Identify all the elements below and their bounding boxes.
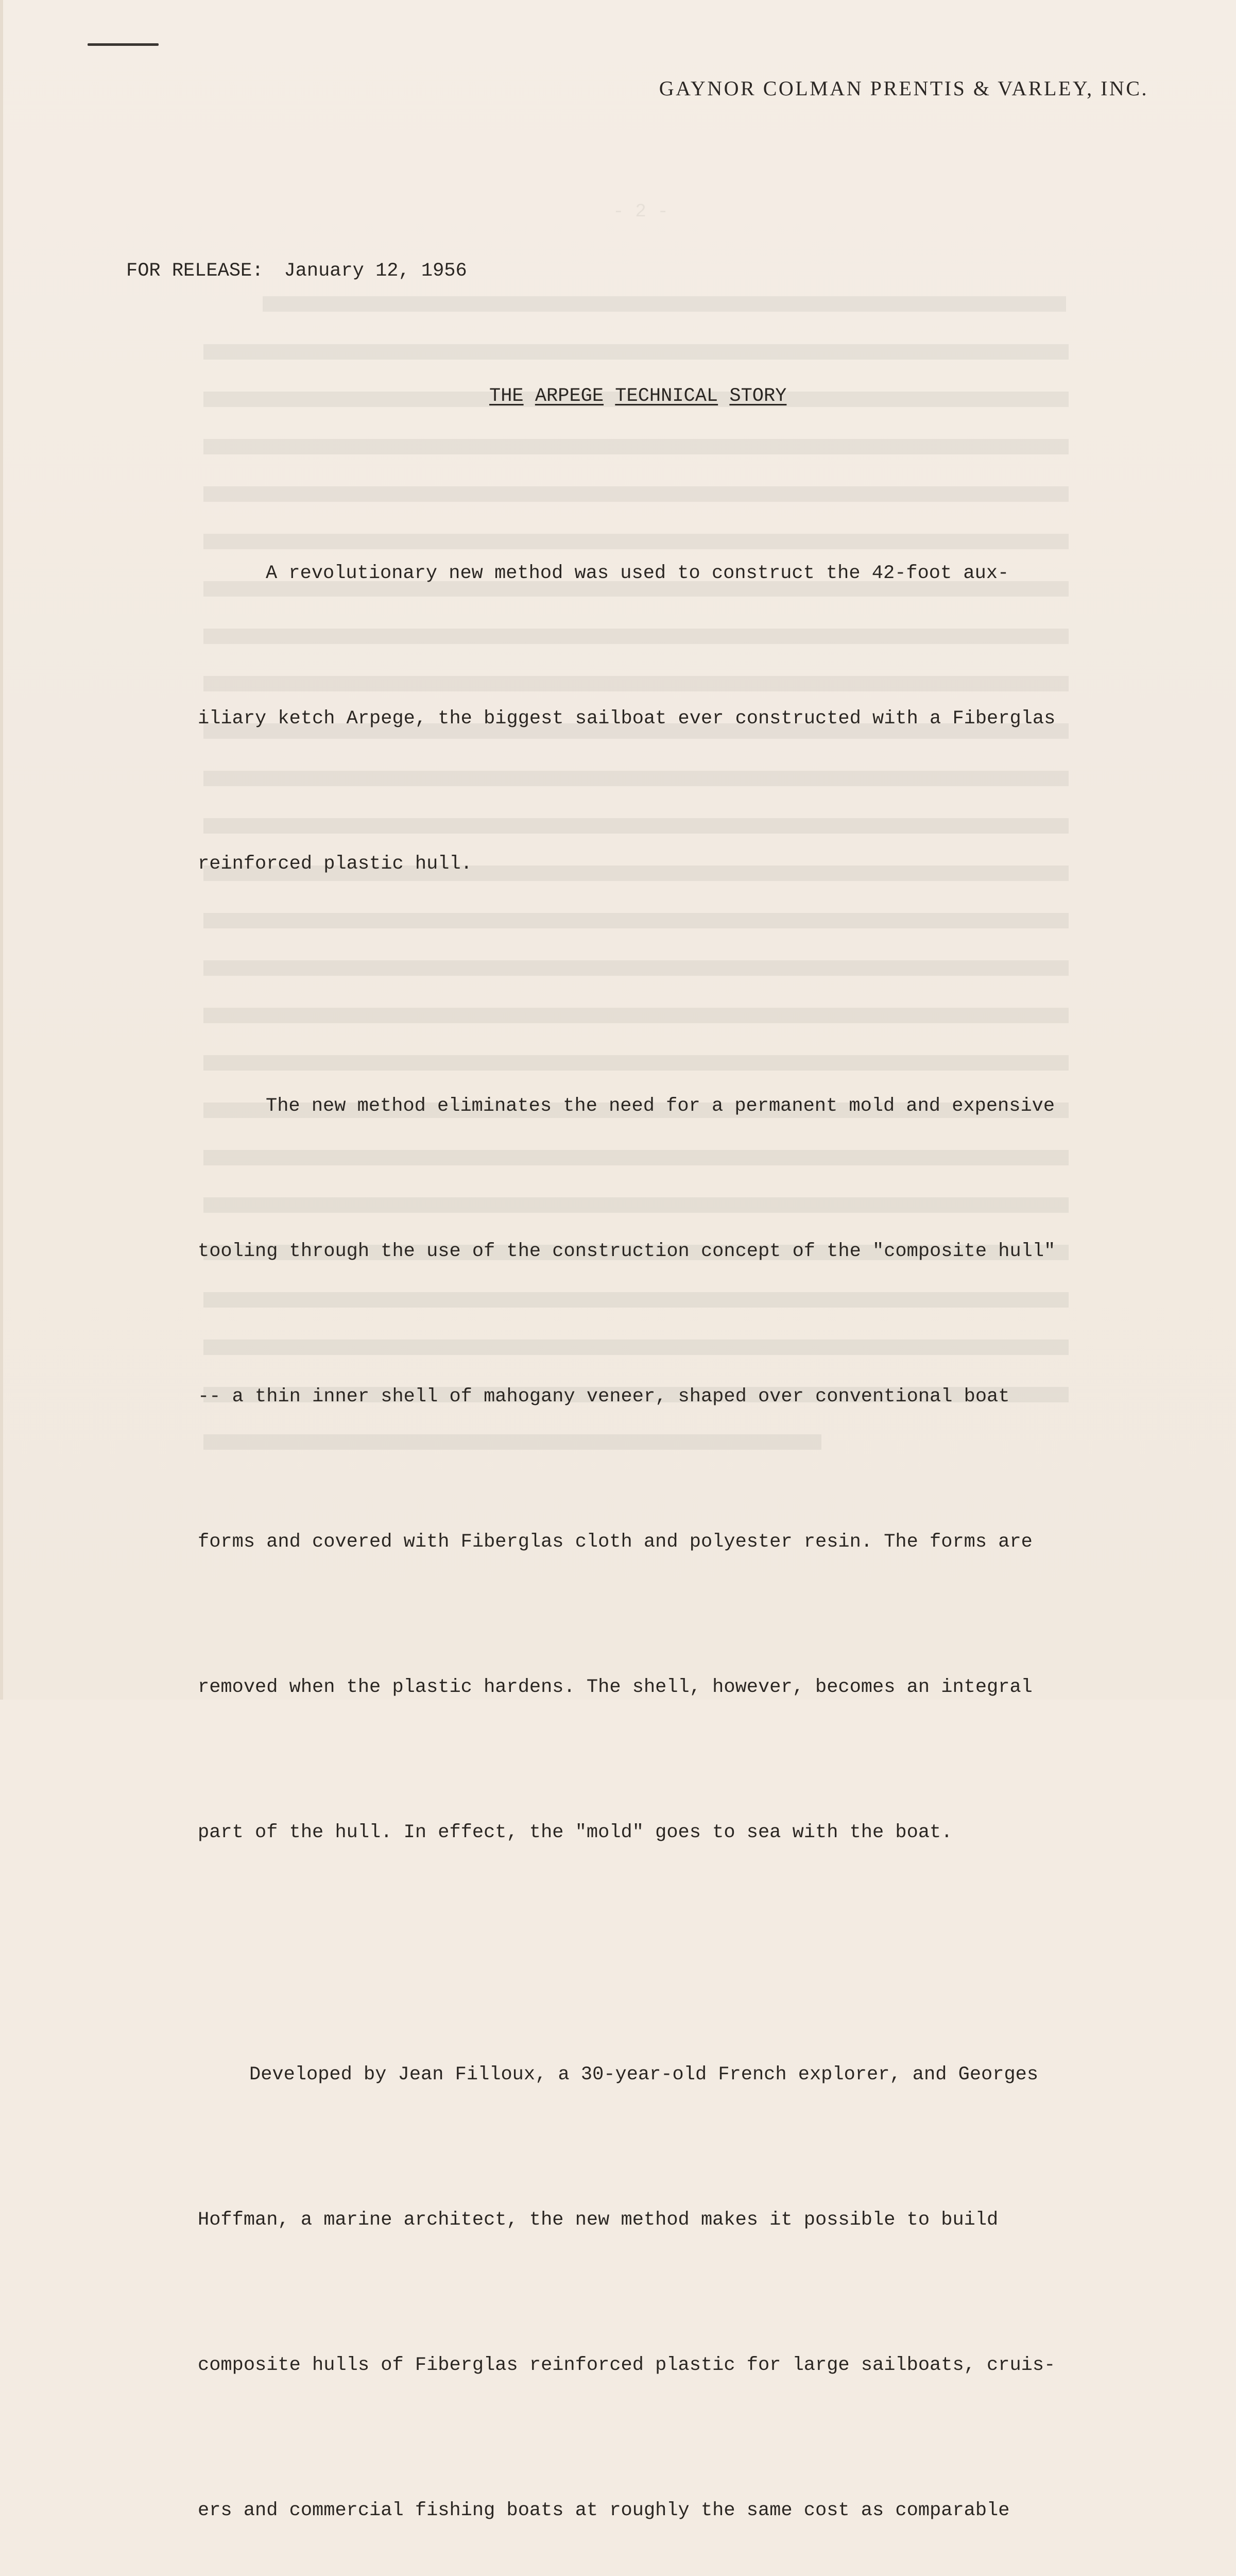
paper-edge [0, 0, 3, 1700]
text-line: Developed by Jean Filloux, a 30-year-old French explorer, and Georges [249, 2064, 1039, 2086]
text-line: removed when the plastic hardens. The shell, however, becomes an integral [198, 1676, 1033, 1698]
release-date: January 12, 1956 [284, 260, 467, 282]
paragraph-2 [198, 985, 1120, 1954]
title-word: STORY [729, 385, 787, 407]
text-line: Hoffman, a marine architect, the new method makes it possible to build [198, 2209, 999, 2231]
letterhead: GAYNOR COLMAN PRENTIS & VARLEY, INC. [659, 77, 1148, 100]
body-text [198, 452, 1120, 2576]
release-line [126, 260, 467, 282]
text-line: The new method eliminates the need for a permanent mold and expensive [266, 1095, 1055, 1117]
title-word: TECHNICAL [615, 385, 718, 407]
text-line: composite hulls of Fiberglas reinforced plastic for large sailboats, cruis- [198, 2354, 1056, 2376]
text-line: A revolutionary new method was used to construct the 42-foot aux- [266, 563, 1009, 584]
text-line: forms and covered with Fiberglas cloth and polyester resin. The forms are [198, 1531, 1033, 1553]
text-line: part of the hull. In effect, the "mold" goes to sea with the boat. [198, 1822, 953, 1843]
paragraph-3 [198, 1954, 1120, 2576]
text-line: reinforced plastic hull. [198, 853, 472, 875]
title-word: ARPEGE [535, 385, 604, 407]
document-title [489, 385, 786, 407]
staple-mark [88, 43, 159, 46]
text-line: iliary ketch Arpege, the biggest sailboat ever constructed with a Fiberglas [198, 708, 1056, 730]
text-line: ers and commercial fishing boats at roughly the same cost as comparable [198, 2500, 1010, 2521]
release-label: FOR RELEASE: [126, 260, 264, 282]
title-word: THE [489, 385, 524, 407]
paragraph-1 [198, 452, 1120, 985]
text-line: tooling through the use of the construction concept of the "composite hull" [198, 1241, 1056, 1262]
text-line: -- a thin inner shell of mahogany veneer, shaped over conventional boat [198, 1386, 1010, 1408]
